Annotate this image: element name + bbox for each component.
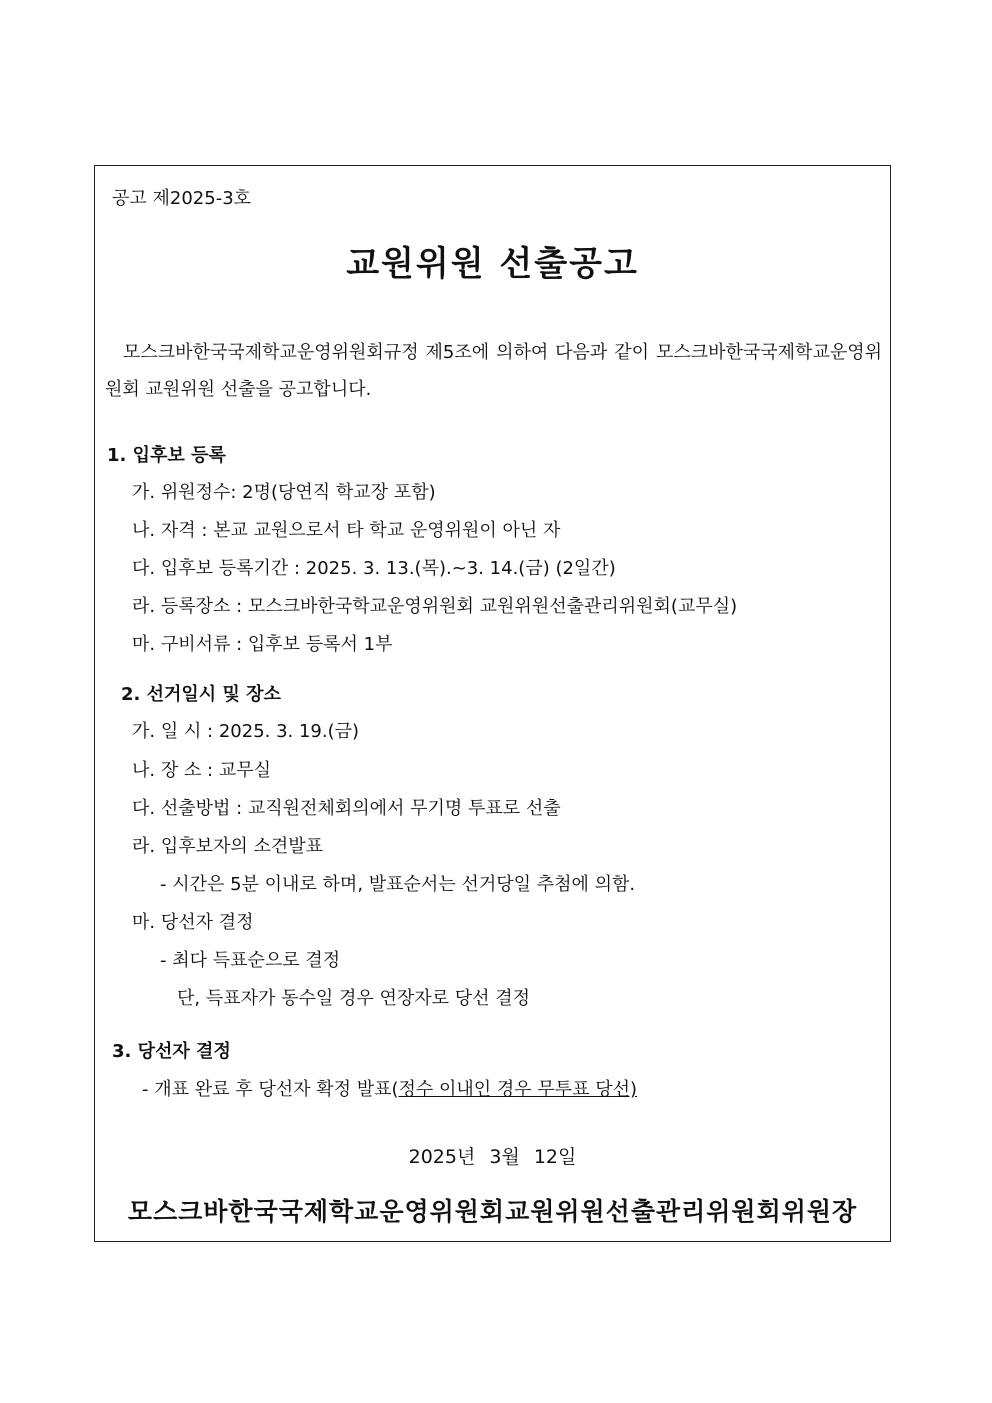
section-2-item: 라. 입후보자의 소견발표 xyxy=(132,836,324,857)
section-2-item: 가. 일 시 : 2025. 3. 19.(금) xyxy=(132,721,360,742)
page-title: 교원위원 선출공고 xyxy=(346,244,639,284)
section-3-item xyxy=(142,1075,637,1101)
section-1-item: 마. 구비서류 : 입후보 등록서 1부 xyxy=(132,634,393,655)
section-1-heading: 1. 입후보 등록 xyxy=(107,445,226,466)
section-2-subitem: - 최다 득표순으로 결정 xyxy=(160,950,341,971)
section-2-item: 마. 당선자 결정 xyxy=(132,912,254,933)
notice-frame xyxy=(94,165,891,1242)
notice-number: 공고 제2025-3호 xyxy=(112,188,252,209)
section-3-item-underlined: 정수 이내인 경우 무투표 당선) xyxy=(398,1079,638,1100)
section-1-item: 라. 등록장소 : 모스크바한국학교운영위원회 교원위원선출관리위원회(교무실) xyxy=(132,596,738,617)
signature: 모스크바한국국제학교운영위원회교원위원선출관리위원회위원장 xyxy=(127,1197,858,1226)
notice-date: 2025년 3월 12일 xyxy=(408,1146,577,1168)
section-3-item-text: - 개표 완료 후 당선자 확정 발표( xyxy=(142,1079,399,1100)
section-1-item: 나. 자격 : 본교 교원으로서 타 학교 운영위원이 아닌 자 xyxy=(132,520,561,541)
section-2-subitem: - 시간은 5분 이내로 하며, 발표순서는 선거당일 추첨에 의함. xyxy=(160,874,636,895)
section-3-heading: 3. 당선자 결정 xyxy=(112,1041,231,1062)
section-1-item: 다. 입후보 등록기간 : 2025. 3. 13.(목).~3. 14.(금) (2일간) xyxy=(132,558,616,579)
intro-paragraph: 모스크바한국국제학교운영위원회규정 제5조에 의하여 다음과 같이 모스크바한국국제학교운영위원회 교원위원 선출을 공고합니다. xyxy=(105,342,882,400)
section-2-item: 다. 선출방법 : 교직원전체회의에서 무기명 투표로 선출 xyxy=(132,798,561,819)
section-2-item: 나. 장 소 : 교무실 xyxy=(132,760,272,781)
section-1-item: 가. 위원정수: 2명(당연직 학교장 포함) xyxy=(132,482,436,503)
section-2-heading: 2. 선거일시 및 장소 xyxy=(121,684,281,705)
section-2-subitem: 단, 득표자가 동수일 경우 연장자로 당선 결정 xyxy=(177,988,531,1009)
